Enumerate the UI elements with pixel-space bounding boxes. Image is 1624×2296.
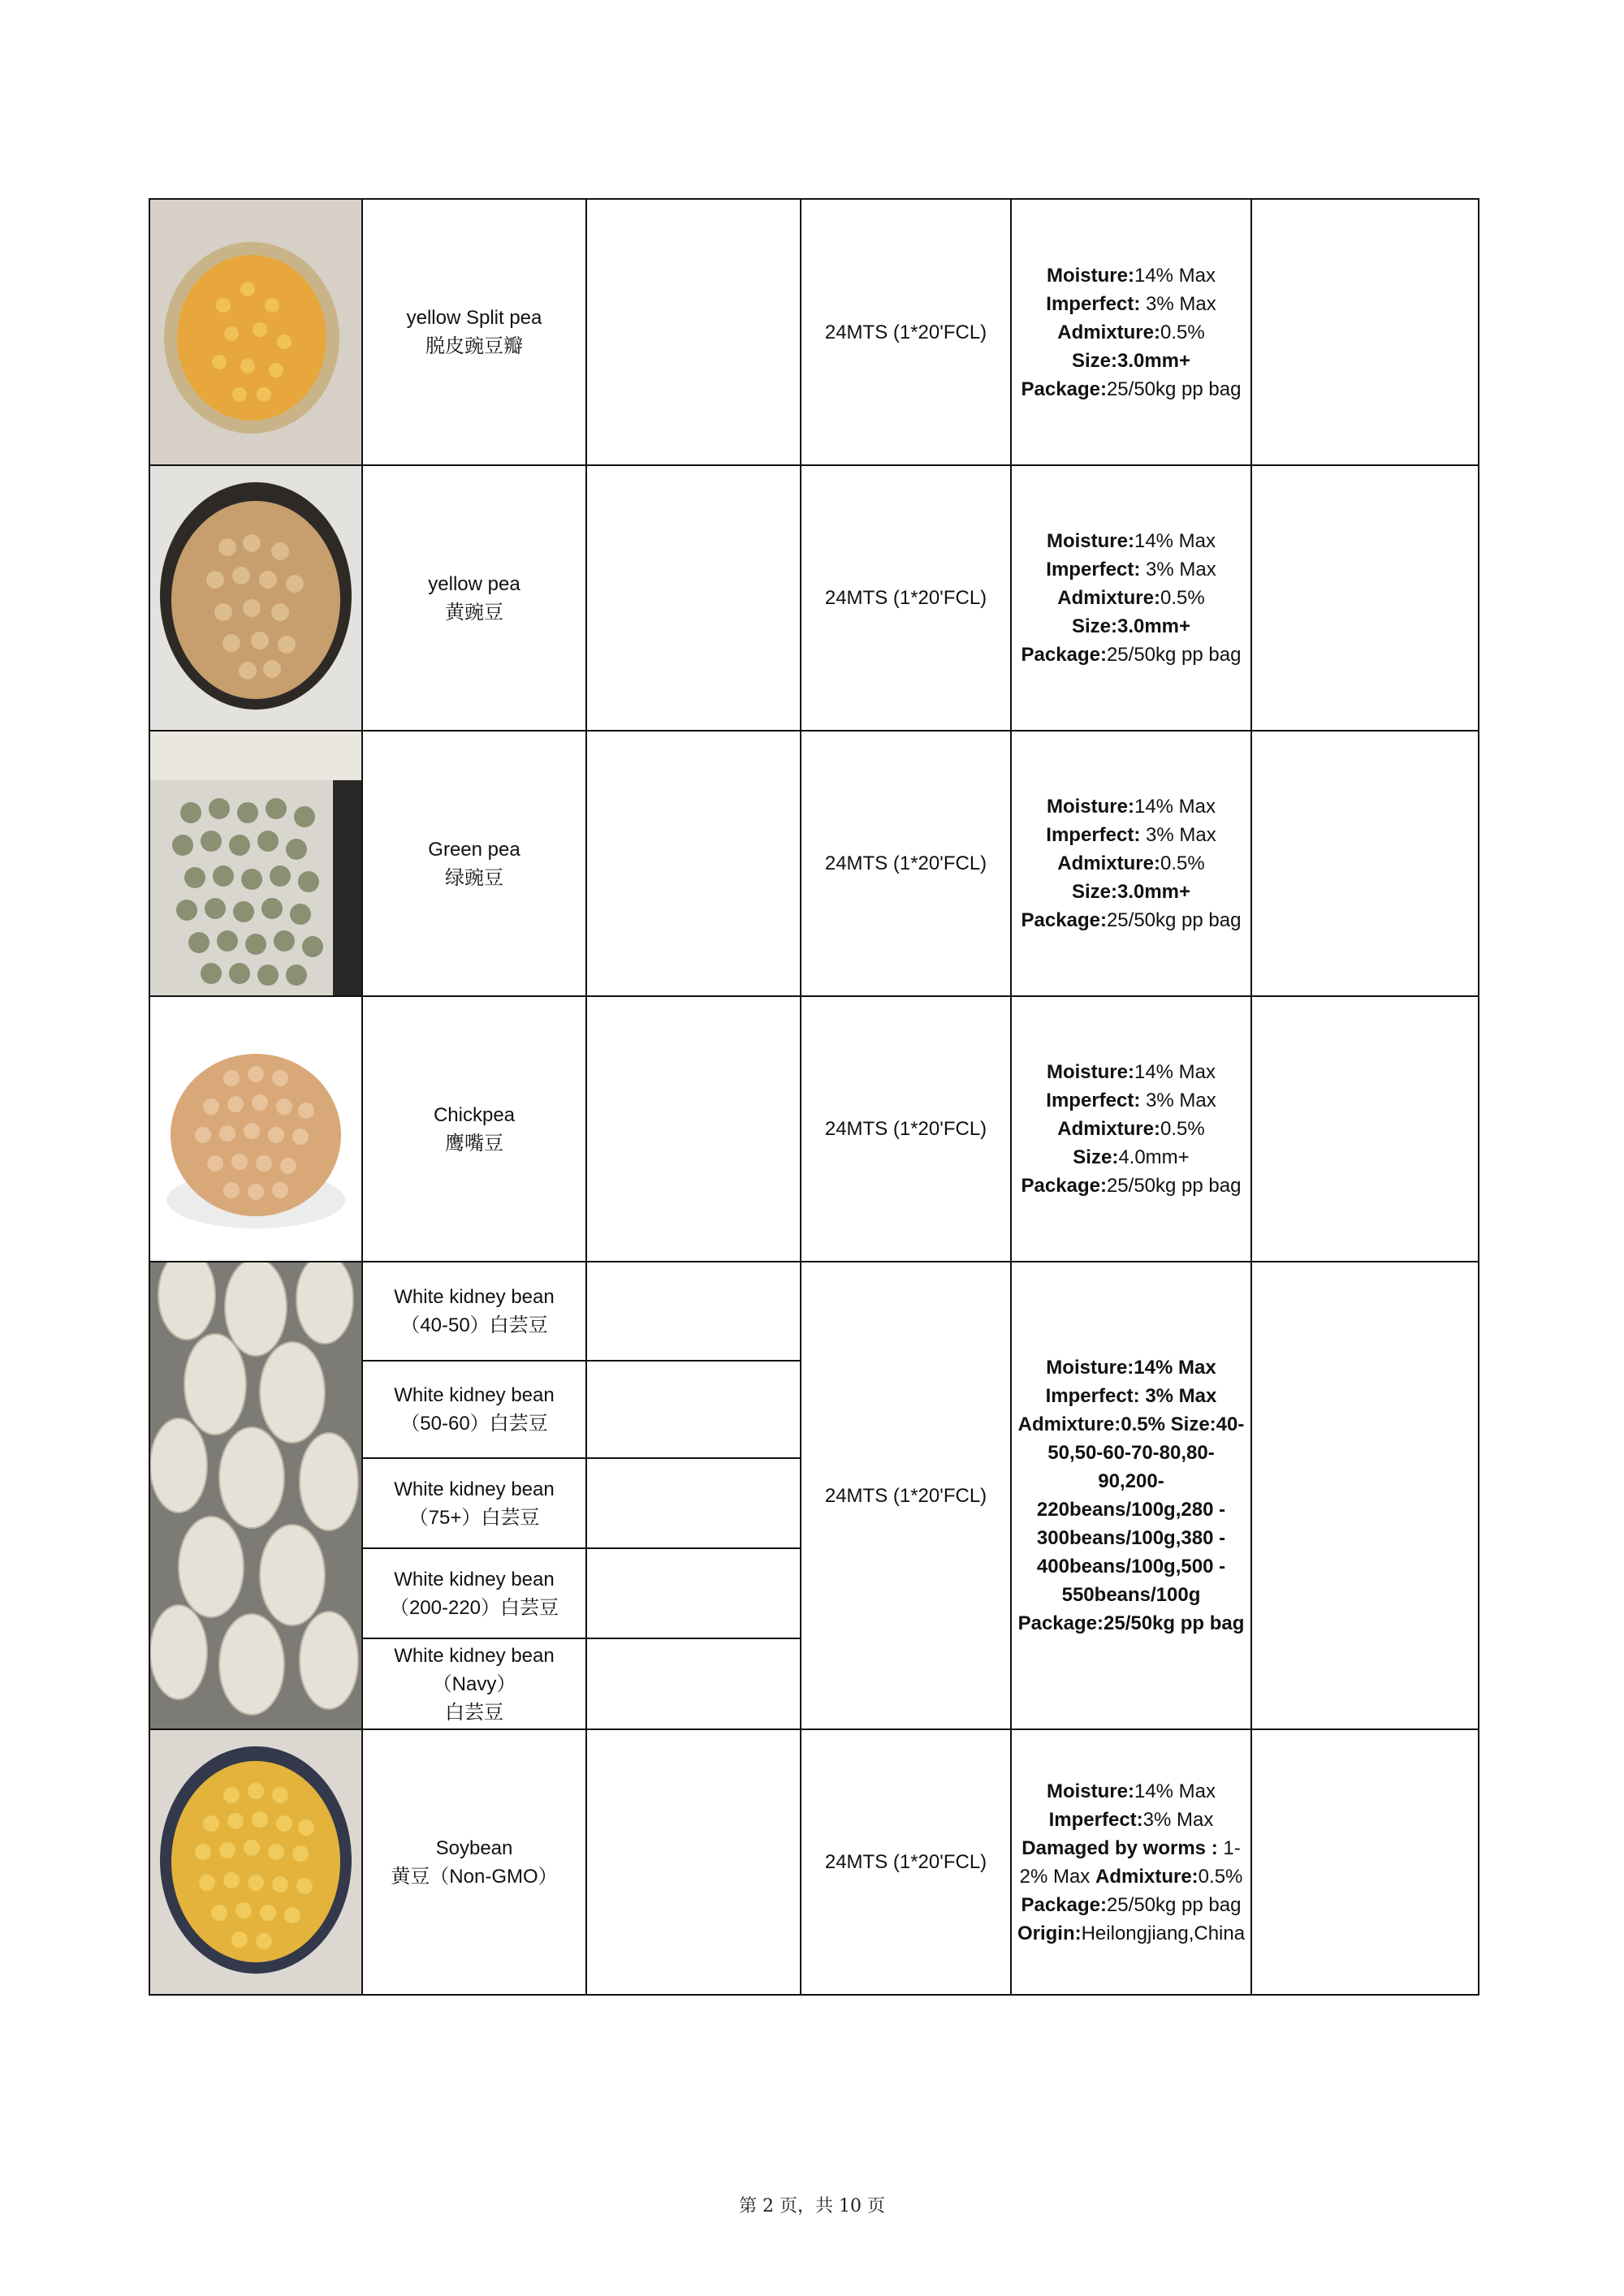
empty-cell xyxy=(586,1262,801,1361)
table-row xyxy=(149,199,1479,465)
product-photo-green-pea xyxy=(149,731,362,996)
empty-cell xyxy=(1251,1262,1479,1729)
empty-cell xyxy=(586,1729,801,1995)
empty-cell xyxy=(586,1638,801,1729)
product-photo-split-pea xyxy=(149,199,362,465)
empty-cell xyxy=(586,465,801,731)
product-name-en: yellow pea xyxy=(428,572,520,595)
kidney-variant-size: （40-50）白芸豆 xyxy=(400,1314,548,1336)
product-name-cell xyxy=(362,1729,586,1995)
empty-cell xyxy=(1251,731,1479,996)
product-table xyxy=(149,198,1479,1996)
product-name-cell xyxy=(362,199,586,465)
table-row xyxy=(149,1262,1479,1361)
product-name-cn: 脱皮豌豆瓣 xyxy=(425,335,523,357)
empty-cell xyxy=(586,1458,801,1548)
kidney-variant-cn: 白芸豆 xyxy=(445,1701,503,1724)
empty-cell xyxy=(1251,1729,1479,1995)
empty-cell xyxy=(586,731,801,996)
kidney-variant-name: White kidney bean xyxy=(394,1478,555,1500)
product-name-en: Chickpea xyxy=(433,1103,516,1126)
empty-cell xyxy=(586,996,801,1262)
spec-cell: Moisture:14% Max Imperfect: 3% Max Admixture:0.5% Size:3.0mm+ Package:25/50kg pp bag xyxy=(1011,199,1251,465)
product-name-cn: 黄豌豆 xyxy=(445,601,503,624)
kidney-variant-size: （50-60）白芸豆 xyxy=(400,1413,548,1435)
product-name-cn: 鹰嘴豆 xyxy=(445,1132,503,1154)
kidney-variant-name: White kidney bean xyxy=(394,1286,555,1308)
table-row xyxy=(149,465,1479,731)
product-name-cell xyxy=(362,731,586,996)
product-photo-soybean xyxy=(149,1729,362,1995)
kidney-variant-size: （200-220）白芸豆 xyxy=(389,1596,559,1619)
empty-cell xyxy=(1251,465,1479,731)
empty-cell xyxy=(586,1548,801,1638)
page-number: 第 2 页，共 10 页 xyxy=(739,2196,885,2216)
product-photo-chickpea xyxy=(149,996,362,1262)
spec-cell: Moisture:14% Max Imperfect: 3% Max Admixture:0.5% Size:40- 50,50-60-70-80,80- 90,200- 220beans/100g,280 - 300beans/100g,380 - 400beans/100g,500 - 550beans/100g Package:25/50kg pp bag xyxy=(1011,1262,1251,1729)
kidney-variant-cell xyxy=(362,1548,586,1638)
quantity-cell: 24MTS (1*20'FCL) xyxy=(801,996,1011,1262)
product-name-en: Green pea xyxy=(428,838,520,861)
product-name-cell xyxy=(362,465,586,731)
quantity-cell: 24MTS (1*20'FCL) xyxy=(801,1729,1011,1995)
kidney-variant-name: White kidney bean xyxy=(394,1644,555,1667)
product-photo-kidney-bean xyxy=(149,1262,362,1729)
spec-cell: Moisture:14% Max Imperfect:3% Max Damaged by worms : 1- 2% Max Admixture:0.5% Package:25/50kg pp bag Origin:Heilongjiang,China xyxy=(1011,1729,1251,1995)
empty-cell xyxy=(586,199,801,465)
product-name-cn: 绿豌豆 xyxy=(445,866,503,889)
product-photo-yellow-pea xyxy=(149,465,362,731)
spec-cell: Moisture:14% Max Imperfect: 3% Max Admixture:0.5% Size:3.0mm+ Package:25/50kg pp bag xyxy=(1011,465,1251,731)
quantity-cell: 24MTS (1*20'FCL) xyxy=(801,199,1011,465)
kidney-variant-cell xyxy=(362,1262,586,1361)
kidney-variant-cell xyxy=(362,1458,586,1548)
table-row xyxy=(149,996,1479,1262)
table-row xyxy=(149,731,1479,996)
quantity-cell: 24MTS (1*20'FCL) xyxy=(801,1262,1011,1729)
spec-cell: Moisture:14% Max Imperfect: 3% Max Admixture:0.5% Size:3.0mm+ Package:25/50kg pp bag xyxy=(1011,731,1251,996)
kidney-variant-name: White kidney bean xyxy=(394,1568,555,1590)
empty-cell xyxy=(586,1361,801,1458)
kidney-variant-name: White kidney bean xyxy=(394,1384,555,1406)
product-name-cn: 黄豆（Non-GMO） xyxy=(391,1865,558,1888)
product-name-en: Soybean xyxy=(435,1836,513,1859)
quantity-cell: 24MTS (1*20'FCL) xyxy=(801,465,1011,731)
product-name-en: yellow Split pea xyxy=(406,307,542,329)
kidney-variant-cell xyxy=(362,1638,586,1729)
empty-cell xyxy=(1251,996,1479,1262)
product-name-cell xyxy=(362,996,586,1262)
quantity-cell: 24MTS (1*20'FCL) xyxy=(801,731,1011,996)
kidney-variant-cell xyxy=(362,1361,586,1458)
kidney-variant-size: （75+）白芸豆 xyxy=(408,1506,540,1529)
table-row xyxy=(149,1729,1479,1995)
empty-cell xyxy=(1251,199,1479,465)
kidney-variant-size: （Navy） xyxy=(432,1672,516,1695)
spec-cell: Moisture:14% Max Imperfect: 3% Max Admixture:0.5% Size:4.0mm+ Package:25/50kg pp bag xyxy=(1011,996,1251,1262)
